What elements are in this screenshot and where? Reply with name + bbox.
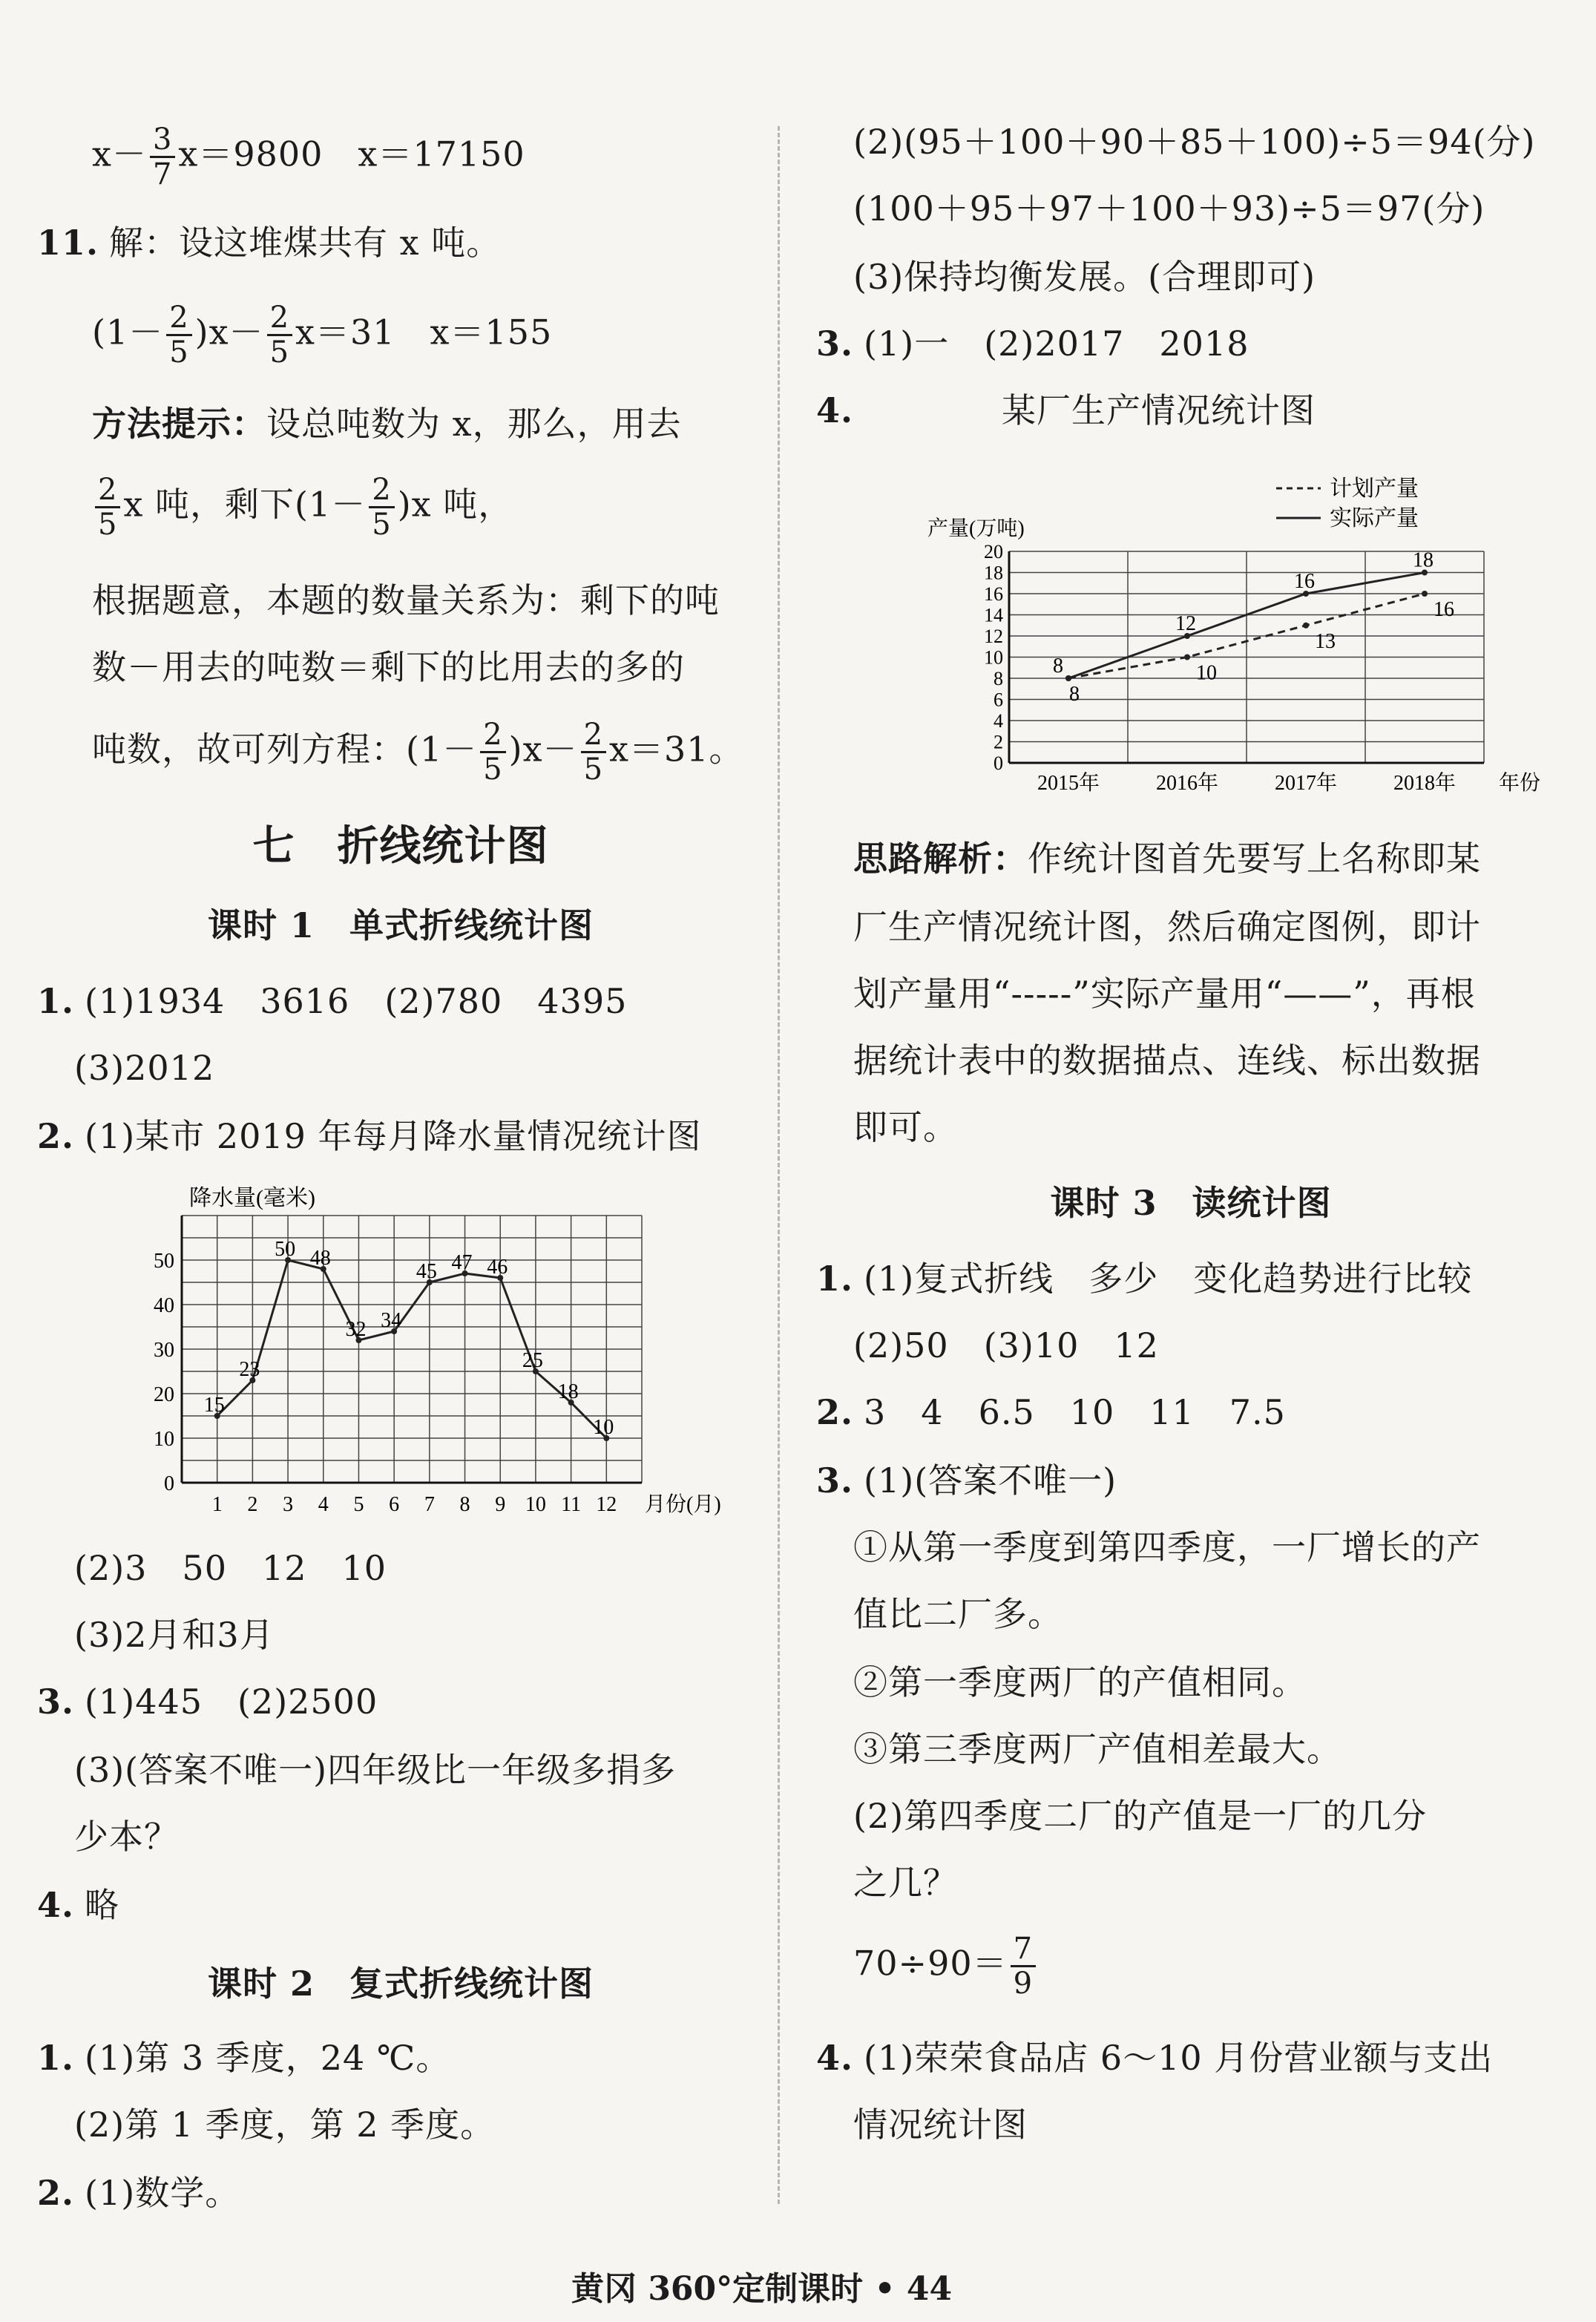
lesson2-q2: 2. (1)数学。 (37, 2173, 240, 2213)
method-tip-line1: 方法提示：设总吨数为 x，那么，用去 (92, 404, 682, 444)
y-tick-label: 10 (984, 646, 1003, 669)
factory-chart-title: 某厂生产情况统计图 (1002, 390, 1316, 430)
y-tick-label: 0 (164, 1472, 174, 1495)
analysis-line1: 思路解析：作统计图首先要写上名称即某 (853, 839, 1481, 879)
data-label: 46 (487, 1256, 508, 1279)
lesson1-q3-b: (3)(答案不唯一)四年级比一年级多捐多 (74, 1750, 677, 1790)
x-tick-label: 2015年 (1037, 772, 1100, 795)
lesson1-q3-c: 少本？ (74, 1817, 179, 1857)
lesson3-q3-b: ①从第一季度到第四季度，一厂增长的产 (853, 1527, 1481, 1567)
lesson2-q1-b: (2)第 1 季度，第 2 季度。 (74, 2105, 496, 2145)
analysis-line2: 厂生产情况统计图，然后确定图例，即计 (853, 907, 1481, 947)
data-label: 15 (203, 1394, 225, 1417)
analysis-line3: 划产量用“-----”实际产量用“——”，再根 (853, 974, 1476, 1014)
lesson1-q1-b: (3)2012 (74, 1048, 215, 1088)
data-label: 10 (593, 1416, 614, 1439)
data-label: 13 (1315, 629, 1336, 653)
lesson1-q1: 1. (1)1934 3616 (2)780 4395 (37, 981, 628, 1021)
y-tick-label: 16 (984, 583, 1003, 605)
lesson3-q3-h: 70÷90＝ $\frac{7}{9}$ (853, 1934, 1039, 1998)
y-tick-label: 20 (154, 1383, 174, 1406)
lesson3-q3-d: ②第一季度两厂的产值相同。 (853, 1662, 1307, 1702)
x-tick-label: 7 (424, 1493, 435, 1516)
lesson3-q3: 3. (1)(答案不唯一) (816, 1460, 1117, 1501)
lesson-1-title: 课时 1 单式折线统计图 (207, 905, 594, 945)
lesson3-q3-e: ③第三季度两厂产值相差最大。 (853, 1729, 1342, 1769)
y-tick-label: 6 (994, 689, 1003, 711)
data-point (1422, 591, 1428, 597)
rainfall-line-chart (96, 1178, 720, 1527)
data-label: 12 (1175, 612, 1196, 635)
y-axis-title: 降水量(毫米) (189, 1186, 315, 1210)
column-divider (778, 126, 780, 2204)
y-axis-title: 产量(万吨) (927, 517, 1025, 540)
x-tick-label: 11 (561, 1493, 582, 1516)
lesson3-q1: 1. (1)复式折线 多少 变化趋势进行比较 (816, 1259, 1473, 1299)
question-11: 11. 解：设这堆煤共有 x 吨。 (37, 223, 502, 263)
data-label: 10 (1196, 661, 1217, 685)
analysis-line4: 据统计表中的数据描点、连线、标出数据 (853, 1040, 1481, 1080)
x-tick-label: 4 (318, 1493, 329, 1516)
x-axis-title: 年份 (1499, 772, 1541, 795)
x-tick-label: 6 (389, 1493, 400, 1516)
lesson-3-title: 课时 3 读统计图 (1050, 1183, 1332, 1223)
x-tick-label: 9 (495, 1493, 506, 1516)
data-label: 23 (239, 1358, 260, 1381)
page-footer: 黄冈 360°定制课时 • 44 (571, 2270, 953, 2308)
lesson3-q3-g: 之几？ (853, 1863, 958, 1903)
method-tip-line5: 吨数，故可列方程：(1－ $\frac{2}{5}$ )x－ $\frac{2}{5}$ x＝31。 (92, 718, 744, 787)
y-tick-label: 2 (994, 731, 1003, 753)
data-label: 32 (345, 1318, 367, 1341)
analysis-line5: 即可。 (853, 1107, 958, 1147)
x-tick-label: 2016年 (1155, 772, 1219, 795)
x-tick-label: 10 (525, 1493, 546, 1516)
x-tick-label: 12 (596, 1493, 617, 1516)
x-tick-label: 5 (353, 1493, 364, 1516)
data-label: 16 (1294, 570, 1315, 593)
question-11-equation: (1－ $\frac{2}{5}$ )x－ $\frac{2}{5}$ x＝31 x＝155 (92, 301, 553, 370)
lesson1-q3: 3. (1)445 (2)2500 (37, 1682, 378, 1722)
data-label: 18 (557, 1380, 579, 1403)
lesson2-q1: 1. (1)第 3 季度，24 ℃。 (37, 2038, 451, 2078)
data-point (1303, 623, 1309, 629)
lesson3-q4-b: 情况统计图 (853, 2105, 1028, 2145)
lesson1-q2-c: (3)2月和3月 (74, 1615, 275, 1655)
y-tick-label: 0 (994, 752, 1003, 774)
lesson-2-title: 课时 2 复式折线统计图 (207, 1964, 594, 2004)
data-label: 48 (309, 1247, 331, 1270)
x-tick-label: 2018年 (1393, 772, 1457, 795)
data-label: 34 (381, 1309, 402, 1332)
y-tick-label: 18 (984, 562, 1003, 584)
right-line-3: (3)保持均衡发展。(合理即可) (853, 257, 1316, 297)
lesson3-q2: 2. 3 4 6.5 10 11 7.5 (816, 1392, 1286, 1432)
y-tick-label: 50 (154, 1250, 174, 1273)
y-tick-label: 8 (994, 668, 1003, 689)
method-tip-line2: $\frac{2}{5}$ x 吨，剩下(1－ $\frac{2}{5}$ )x 吨， (92, 475, 513, 539)
lesson1-q2-b: (2)3 50 12 10 (74, 1548, 387, 1588)
data-label: 25 (522, 1349, 543, 1372)
lesson1-q2: 2. (1)某市 2019 年每月降水量情况统计图 (37, 1116, 702, 1156)
lesson3-q1-b: (2)50 (3)10 12 (853, 1325, 1159, 1365)
y-tick-label: 40 (154, 1294, 174, 1317)
lesson3-q3-c: 值比二厂多。 (853, 1594, 1063, 1634)
data-label: 18 (1413, 548, 1434, 572)
right-line-2: (100＋95＋97＋100＋93)÷5＝97(分) (853, 188, 1485, 229)
data-point (1184, 655, 1190, 660)
data-label: 8 (1069, 683, 1080, 706)
data-label: 8 (1053, 655, 1063, 678)
lesson3-q3-f: (2)第四季度二厂的产值是一厂的几分 (853, 1796, 1428, 1836)
y-tick-label: 4 (994, 710, 1003, 732)
right-line-1: (2)(95＋100＋90＋85＋100)÷5＝94(分) (853, 122, 1536, 162)
data-label: 47 (451, 1251, 473, 1274)
x-tick-label: 1 (211, 1493, 223, 1516)
chapter-title: 七 折线统计图 (252, 821, 549, 870)
y-tick-label: 10 (154, 1428, 174, 1451)
right-q3: 3. (1)一 (2)2017 2018 (816, 324, 1249, 364)
data-label: 50 (275, 1238, 296, 1261)
factory-production-line-chart (905, 466, 1541, 800)
x-axis-title: 月份(月) (645, 1493, 721, 1516)
y-tick-label: 14 (984, 604, 1003, 626)
y-tick-label: 20 (984, 541, 1003, 563)
x-tick-label: 2017年 (1274, 772, 1338, 795)
method-tip-line4: 数－用去的吨数＝剩下的比用去的多的 (92, 647, 685, 687)
legend-label: 计划产量 (1330, 476, 1419, 501)
data-label: 45 (416, 1260, 437, 1283)
legend-label: 实际产量 (1330, 506, 1419, 531)
data-label: 16 (1434, 598, 1454, 621)
y-tick-label: 30 (154, 1339, 174, 1362)
data-point (1065, 675, 1071, 681)
lesson3-q4: 4. (1)荣荣食品店 6～10 月份营业额与支出 (816, 2038, 1494, 2078)
equation-line: x－ $\frac{3}{7}$ x＝9800 x＝17150 (92, 122, 525, 191)
x-tick-label: 8 (459, 1493, 470, 1516)
lesson1-q4: 4. 略 (37, 1885, 120, 1925)
method-tip-line3: 根据题意，本题的数量关系为：剩下的吨 (92, 580, 720, 620)
x-tick-label: 3 (283, 1493, 294, 1516)
y-tick-label: 12 (984, 626, 1003, 647)
right-q4: 4. (816, 390, 854, 430)
x-tick-label: 2 (247, 1493, 258, 1516)
